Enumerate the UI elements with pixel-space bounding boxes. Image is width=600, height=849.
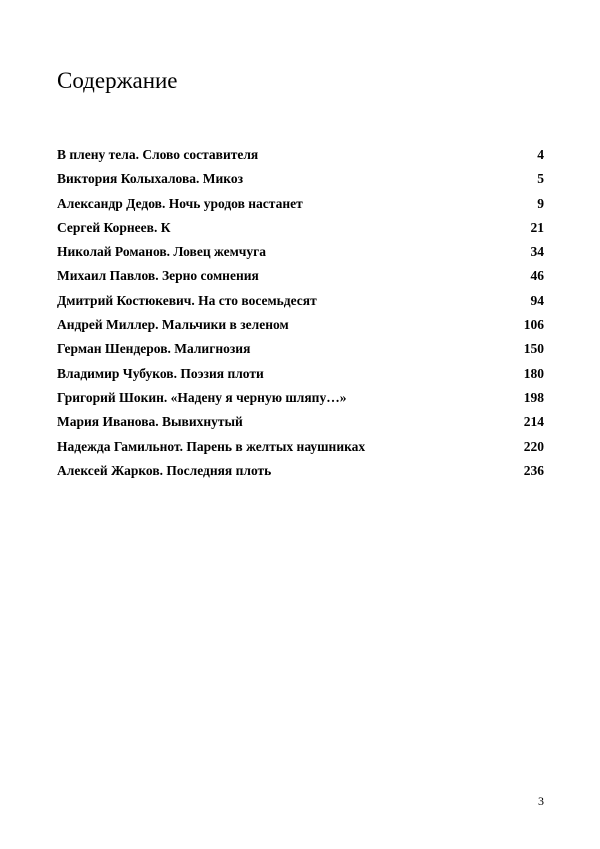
page-title: Содержание <box>57 68 178 93</box>
toc-entry-page: 236 <box>523 462 544 478</box>
toc-entry-title: Николай Романов. Ловец жемчуга <box>57 244 267 260</box>
toc-item[interactable] <box>57 388 544 412</box>
toc-entry-page: 180 <box>523 365 544 381</box>
toc-item[interactable] <box>57 145 544 169</box>
table-of-contents <box>57 145 544 485</box>
toc-entry-page: 106 <box>523 317 544 333</box>
toc-entry-title: Алексей Жарков. Последняя плоть <box>57 462 272 478</box>
toc-entry-title: Герман Шендеров. Малигнозия <box>57 341 251 357</box>
toc-entry-title: Сергей Корнеев. К <box>57 219 171 235</box>
toc-entry-page: 21 <box>530 219 544 235</box>
toc-item[interactable] <box>57 194 544 218</box>
toc-item[interactable] <box>57 412 544 436</box>
toc-entry-page: 220 <box>523 438 544 454</box>
toc-item[interactable] <box>57 315 544 339</box>
toc-item[interactable] <box>57 291 544 315</box>
toc-item[interactable] <box>57 437 544 461</box>
toc-entry-title: В плену тела. Слово составителя <box>57 147 259 162</box>
toc-item[interactable] <box>57 266 544 290</box>
toc-entry-page: 198 <box>523 389 544 405</box>
toc-entry-title: Андрей Миллер. Мальчики в зеленом <box>57 317 289 333</box>
toc-item[interactable] <box>57 339 544 363</box>
toc-entry-page: 5 <box>537 171 544 187</box>
toc-item[interactable] <box>57 364 544 388</box>
toc-item[interactable] <box>57 169 544 193</box>
toc-entry-page: 4 <box>537 147 544 162</box>
toc-item[interactable] <box>57 461 544 485</box>
toc-entry-title: Михаил Павлов. Зерно сомнения <box>57 268 259 284</box>
toc-entry-title: Мария Иванова. Вывихнутый <box>57 414 243 430</box>
toc-item[interactable] <box>57 218 544 242</box>
toc-entry-title: Виктория Колыхалова. Микоз <box>57 171 244 187</box>
toc-entry-page: 150 <box>523 341 544 357</box>
toc-entry-title: Владимир Чубуков. Поэзия плоти <box>57 365 264 381</box>
toc-entry-title: Дмитрий Костюкевич. На сто восемьдесят <box>57 292 317 308</box>
page-number: 3 <box>538 794 544 808</box>
toc-entry-page: 34 <box>530 244 544 260</box>
toc-item[interactable] <box>57 242 544 266</box>
toc-entry-title: Надежда Гамильнот. Парень в желтых наушниках <box>57 438 366 454</box>
toc-entry-page: 214 <box>523 414 544 430</box>
toc-entry-title: Григорий Шокин. «Надену я черную шляпу…» <box>57 389 347 405</box>
toc-entry-page: 9 <box>537 195 544 211</box>
toc-entry-page: 46 <box>530 268 544 284</box>
toc-entry-title: Александр Дедов. Ночь уродов настанет <box>57 195 303 211</box>
toc-entry-page: 94 <box>530 292 544 308</box>
